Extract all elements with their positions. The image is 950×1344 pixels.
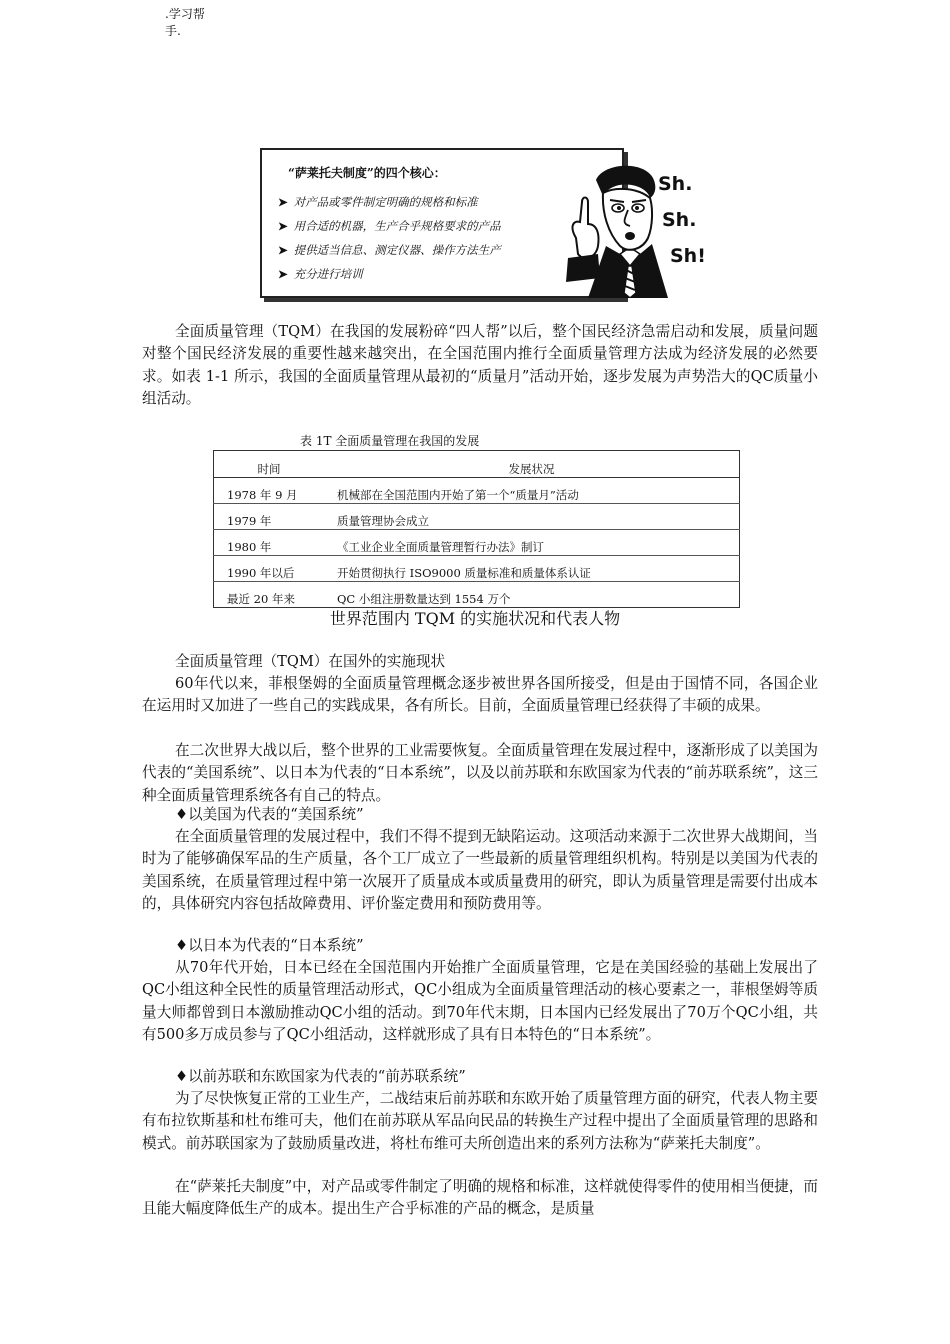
cell-time: 1980 年 xyxy=(214,530,325,556)
table-row xyxy=(214,530,740,556)
card-item: ➤ 用合适的机器，生产合乎规格要求的产品 xyxy=(278,219,501,233)
intro-paragraph: 全面质量管理（TQM）在我国的发展粉碎“四人帮”以后，整个国民经济急需启动和发展，质量问题对整个国民经济发展的重要性越来越突出，在全国范围内推行全面质量管理方法成为经济发展的必然要求。如表 1-1 所示，我国的全面质量管理从最初的“质量月”活动开始，逐步发展为声势浩大的QC质量小组活动。 xyxy=(142,323,818,408)
arrow-icon: ➤ xyxy=(278,243,288,257)
paragraph-2: 在二次世界大战以后，整个世界的工业需要恢复。全面质量管理在发展过程中，逐渐形成了以美国为代表的“美国系统”、以日本为代表的“日本系统”，以及以前苏联和东欧国家为代表的“前苏联系统”，这三种全面质量管理系统各有自己的特点。 xyxy=(142,742,818,804)
cell-status: 《工业企业全面质量管理暂行办法》制订 xyxy=(324,530,740,556)
section-title: 世界范围内 TQM 的实施状况和代表人物 xyxy=(329,609,621,628)
table-header-row xyxy=(214,451,740,478)
table-row xyxy=(214,582,740,608)
japan-system-heading: ♦以日本为代表的“日本系统” xyxy=(175,937,364,954)
arrow-icon: ➤ xyxy=(278,195,288,209)
arrow-icon: ➤ xyxy=(278,219,288,233)
overseas-heading: 全面质量管理（TQM）在国外的实施现状 xyxy=(175,653,446,670)
table-row xyxy=(214,556,740,582)
us-system-text: 在全面质量管理的发展过程中，我们不得不提到无缺陷运动。这项活动来源于二次世界大战期间，当时为了能够确保军品的生产质量，各个工厂成立了一些最新的质量管理组织机构。特别是以美国为代表的美国系统，在质量管理过程中第一次展开了质量成本或质量费用的研究，即认为质量管理是需要付出成本的，具体研究内容包括故障费用、评价鉴定费用和预防费用等。 xyxy=(142,828,818,913)
column-header-status: 发展状况 xyxy=(324,451,740,478)
cell-time: 1978 年 9 月 xyxy=(214,478,325,504)
column-header-time: 时间 xyxy=(214,451,325,478)
card-item: ➤ 充分进行培训 xyxy=(278,267,363,281)
cell-time: 1979 年 xyxy=(214,504,325,530)
soviet-system-heading: ♦以前苏联和东欧国家为代表的“前苏联系统” xyxy=(175,1068,466,1085)
card-list xyxy=(278,190,501,286)
header-line-1: .学习帮 xyxy=(165,7,205,21)
cell-time: 1990 年以后 xyxy=(214,556,325,582)
table-row xyxy=(214,504,740,530)
japan-system-text: 从70年代开始，日本已经在全国范围内开始推广全面质量管理，它是在美国经验的基础上发展出了QC小组这种全民性的质量管理活动形式，QC小组成为全面质量管理活动的核心要素之一，菲根堡姆等质量大师都曾到日本激励推动QC小组的活动。到70年代末期，日本国内已经发展出了70万个QC小组，共有500多万成员参与了QC小组活动，这样就形成了具有日本特色的“日本系统”。 xyxy=(142,959,818,1044)
us-system-heading: ♦以美国为代表的“美国系统” xyxy=(175,806,364,823)
table-caption: 表 1T 全面质量管理在我国的发展 xyxy=(300,434,480,448)
cell-status: 机械部在全国范围内开始了第一个“质量月”活动 xyxy=(324,478,740,504)
card-item: ➤ 提供适当信息、测定仪器、操作方法生产 xyxy=(278,243,501,257)
paragraph-1: 60年代以来，菲根堡姆的全面质量管理概念逐步被世界各国所接受，但是由于国情不同，各国企业在运用时又加进了一些自己的实践成果，各有所长。目前，全面质量管理已经获得了丰硕的成果。 xyxy=(142,675,818,715)
arrow-icon: ➤ xyxy=(278,267,288,281)
shh-text-3: Sh! xyxy=(670,245,706,267)
cell-time: 最近 20 年来 xyxy=(227,592,295,606)
saratov-figure xyxy=(258,118,708,300)
card-item: ➤ 对产品或零件制定明确的规格和标准 xyxy=(278,195,478,209)
cell-status: QC 小组注册数量达到 1554 万个 xyxy=(337,592,511,606)
table-row xyxy=(214,478,740,504)
shh-text-1: Sh. xyxy=(658,173,693,195)
shh-text-2: Sh. xyxy=(662,209,697,231)
development-table xyxy=(213,450,740,608)
page-header xyxy=(165,6,225,40)
header-line-2: 手. xyxy=(165,24,181,38)
soviet-system-text: 为了尽快恢复正常的工业生产，二战结束后前苏联和东欧开始了质量管理方面的研究，代表人物主要有布拉钦斯基和杜布维可夫，他们在前苏联从军品向民品的转换生产过程中提出了全面质量管理的思路和模式。前苏联国家为了鼓励质量改进，将杜布维可夫所创造出来的系列方法称为“萨莱托夫制度”。 xyxy=(142,1090,818,1152)
cartoon-man-illustration xyxy=(558,158,708,298)
card-title: “萨莱托夫制度”的四个核心： xyxy=(288,166,446,180)
saratov-text: 在“萨莱托夫制度”中，对产品或零件制定了明确的规格和标准，这样就使得零件的使用相当便捷，而且能大幅度降低生产的成本。提出生产合乎标准的产品的概念，是质量 xyxy=(142,1178,818,1218)
cell-status: 质量管理协会成立 xyxy=(324,504,740,530)
cell-status: 开始贯彻执行 ISO9000 质量标准和质量体系认证 xyxy=(324,556,740,582)
